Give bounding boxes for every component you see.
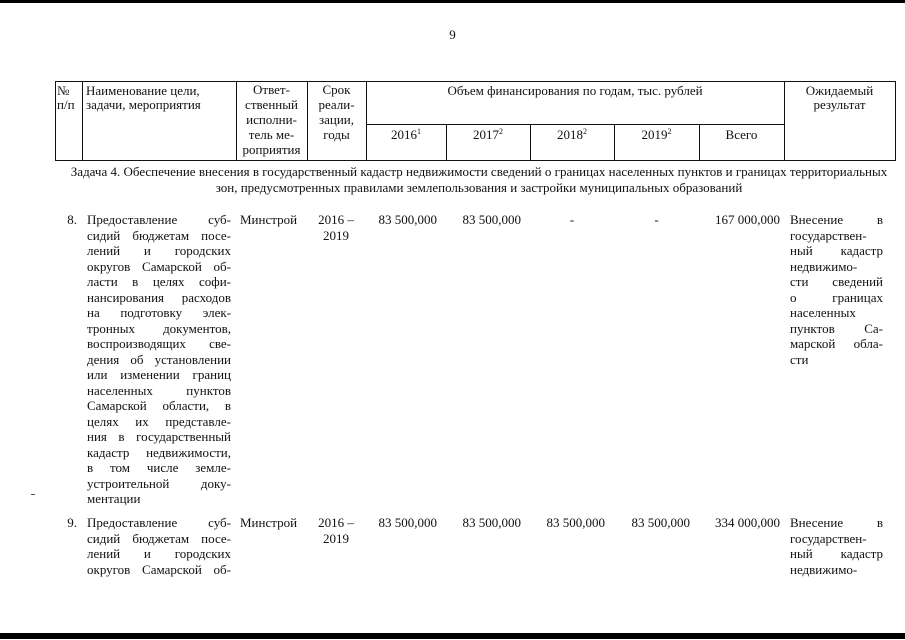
row-8-2017: 83 500,000 <box>462 212 521 227</box>
top-border <box>0 0 905 3</box>
row-8-2019: - <box>654 212 659 227</box>
margin-mark <box>31 494 35 495</box>
header-funding: Объем финансирования по годам, тыс. рублей <box>447 83 703 98</box>
row-8-2016: 83 500,000 <box>378 212 437 227</box>
row-9-description: Предоставление суб- сидий бюджетам посе- лений и городских округов Самарской об- <box>87 515 231 577</box>
header-year-2016: 2016$^1$ <box>391 127 421 142</box>
row-9-2016: 83 500,000 <box>378 515 437 530</box>
years-divider-line <box>366 124 784 125</box>
header-num: № п/п <box>57 83 75 112</box>
row-9-2017: 83 500,000 <box>462 515 521 530</box>
row-9-term: 2016 – 2019 <box>318 515 354 546</box>
header-total: Всего <box>725 127 758 142</box>
row-9-executor: Минстрой <box>240 515 298 530</box>
row-9-result: Внесение в государствен- ный кадастр недвижимо- <box>790 515 883 577</box>
bottom-border <box>0 633 905 639</box>
header-term: Срок реали- зации, годы <box>318 82 355 142</box>
header-bottom-line <box>55 160 896 161</box>
row-8-total: 167 000,000 <box>715 212 780 227</box>
header-result: Ожидаемый результат <box>805 83 874 112</box>
page-number: 9 <box>449 27 456 42</box>
task-title: Задача 4. Обеспечение внесения в государственный кадастр недвижимости сведений о границах населенных пунктов и границах территориальных зон, предусмотренных правилами землепользования и застройки муниципальных образований <box>70 164 888 195</box>
row-8-description: Предоставление суб- сидий бюджетам посе- лений и городских округов Самарской об- ласти в целях софи- нансирования расходов на подготовку элек- тронных документов, воспроизводящих све- дения об установлении или изменении границ населенных пунктов Самарской области, в целях их представле- ния в государственный кадастр недвижимости, в том числе земле- устроительной доку- ментации <box>87 212 231 506</box>
row-8-term: 2016 – 2019 <box>318 212 354 243</box>
row-8-2018: - <box>569 212 575 227</box>
row-9-num: 9. <box>67 515 77 530</box>
row-9-2019: 83 500,000 <box>631 515 690 530</box>
header-executor: Ответ- ственный исполни- тель ме- роприятия <box>242 82 301 157</box>
row-8-num: 8. <box>67 212 77 227</box>
row-9-total: 334 000,000 <box>715 515 780 530</box>
header-year-2019: 2019$^2$ <box>641 127 672 142</box>
header-year-2017: 2017$^2$ <box>473 127 503 142</box>
row-8-executor: Минстрой <box>240 212 298 227</box>
row-9-2018: 83 500,000 <box>546 515 605 530</box>
header-year-2018: 2018$^2$ <box>557 127 587 142</box>
row-8-result: Внесение в государствен- ный кадастр недвижимо- сти сведений о границах населенных пунктов Са- марской обла- сти <box>790 212 883 367</box>
header-name: Наименование цели, задачи, мероприятия <box>86 83 201 112</box>
